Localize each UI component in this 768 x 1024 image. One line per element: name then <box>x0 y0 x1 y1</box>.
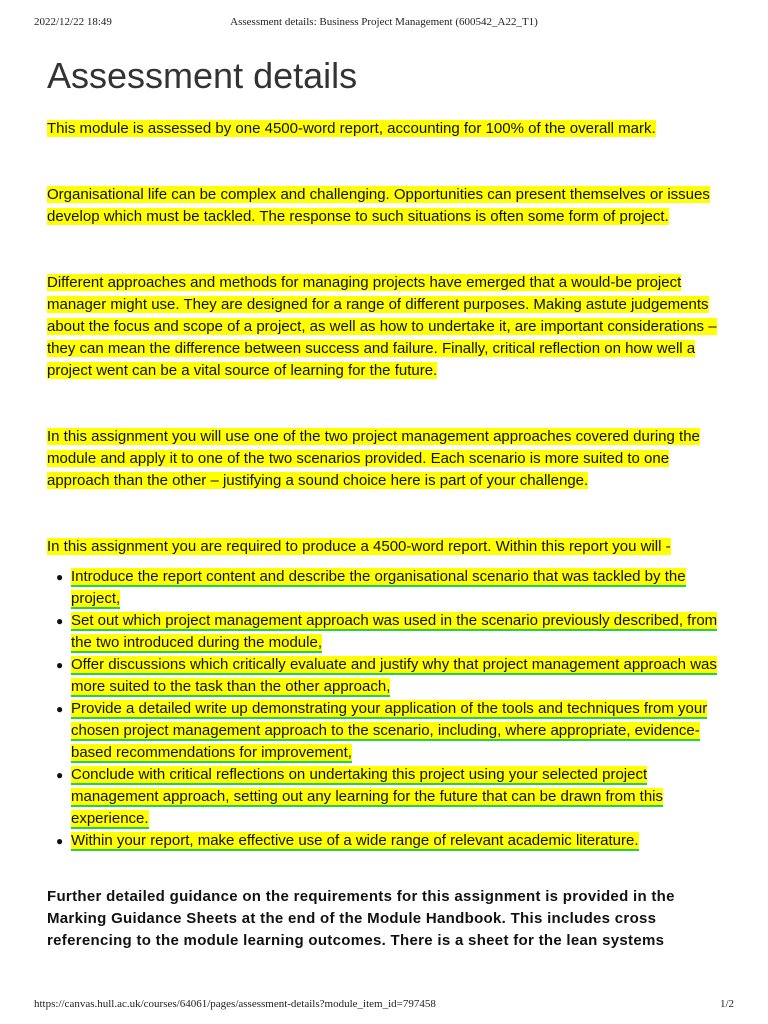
print-url: https://canvas.hull.ac.uk/courses/64061/pages/assessment-details?module_item_id=797458 <box>34 998 436 1010</box>
paragraph-report-intro: In this assignment you are required to produce a 4500-word report. Within this report you will - <box>47 538 671 555</box>
list-item: ● Provide a detailed write up demonstrating your application of the tools and techniques from your chosen project management approach to the scenario, including, where appropriate, evidence-based recommendations for improvement, <box>56 700 708 761</box>
paragraph-assignment-scope: In this assignment you will use one of the two project management approaches covered during the module and apply it to one of the two scenarios provided. Each scenario is more suited to one approach than the other – justifying a sound choice here is part of your challenge. <box>47 428 700 489</box>
guidance-paragraph: Further detailed guidance on the requirements for this assignment is provided in the Marking Guidance Sheets at the end of the Module Handbook. This includes cross referencing to the module learning outcomes. There is a sheet for the lean systems <box>47 888 675 949</box>
print-header <box>34 16 734 32</box>
paragraph-approaches: Different approaches and methods for managing projects have emerged that a would-be project manager might use. They are designed for a range of different purposes. Making astute judgements about the focus and scope of a project, as well as how to undertake it, are important considerations – they can mean the difference between success and failure. Finally, critical reflection on how well a project went can be a vital source of learning for the future. <box>47 274 717 379</box>
bullet-icon: ● <box>56 614 64 628</box>
print-page-title: Assessment details: Business Project Management (600542_A22_T1) <box>230 16 538 28</box>
bullet-icon: ● <box>56 768 64 782</box>
list-item: ● Within your report, make effective use of a wide range of relevant academic literature. <box>71 830 727 852</box>
page-title: Assessment details <box>47 55 358 96</box>
paragraph-organisational-life: Organisational life can be complex and challenging. Opportunities can present themselves or issues develop which must be tackled. The response to such situations is often some form of project. <box>47 186 710 225</box>
print-timestamp: 2022/12/22 18:49 <box>34 16 112 28</box>
list-item: ● Introduce the report content and describe the organisational scenario that was tackled by the project, <box>56 568 686 607</box>
list-item: ● Offer discussions which critically evaluate and justify why that project management approach was more suited to the task than the other approach, <box>56 656 717 695</box>
bullet-icon: ● <box>56 834 64 848</box>
print-page-number: 1/2 <box>719 998 734 1010</box>
print-footer <box>34 998 734 1014</box>
bullet-icon: ● <box>56 570 64 584</box>
bullet-icon: ● <box>56 658 64 672</box>
list-item: ● Set out which project management approach was used in the scenario previously described, from the two introduced during the module, <box>56 612 718 651</box>
paragraph-assessment-summary: This module is assessed by one 4500-word report, accounting for 100% of the overall mark. <box>47 120 656 137</box>
bullet-icon: ● <box>56 702 64 716</box>
list-item: ● Conclude with critical reflections on undertaking this project using your selected project management approach, setting out any learning for the future that can be drawn from this experience. <box>56 766 664 827</box>
page-content <box>47 54 727 952</box>
requirements-list <box>47 566 727 852</box>
